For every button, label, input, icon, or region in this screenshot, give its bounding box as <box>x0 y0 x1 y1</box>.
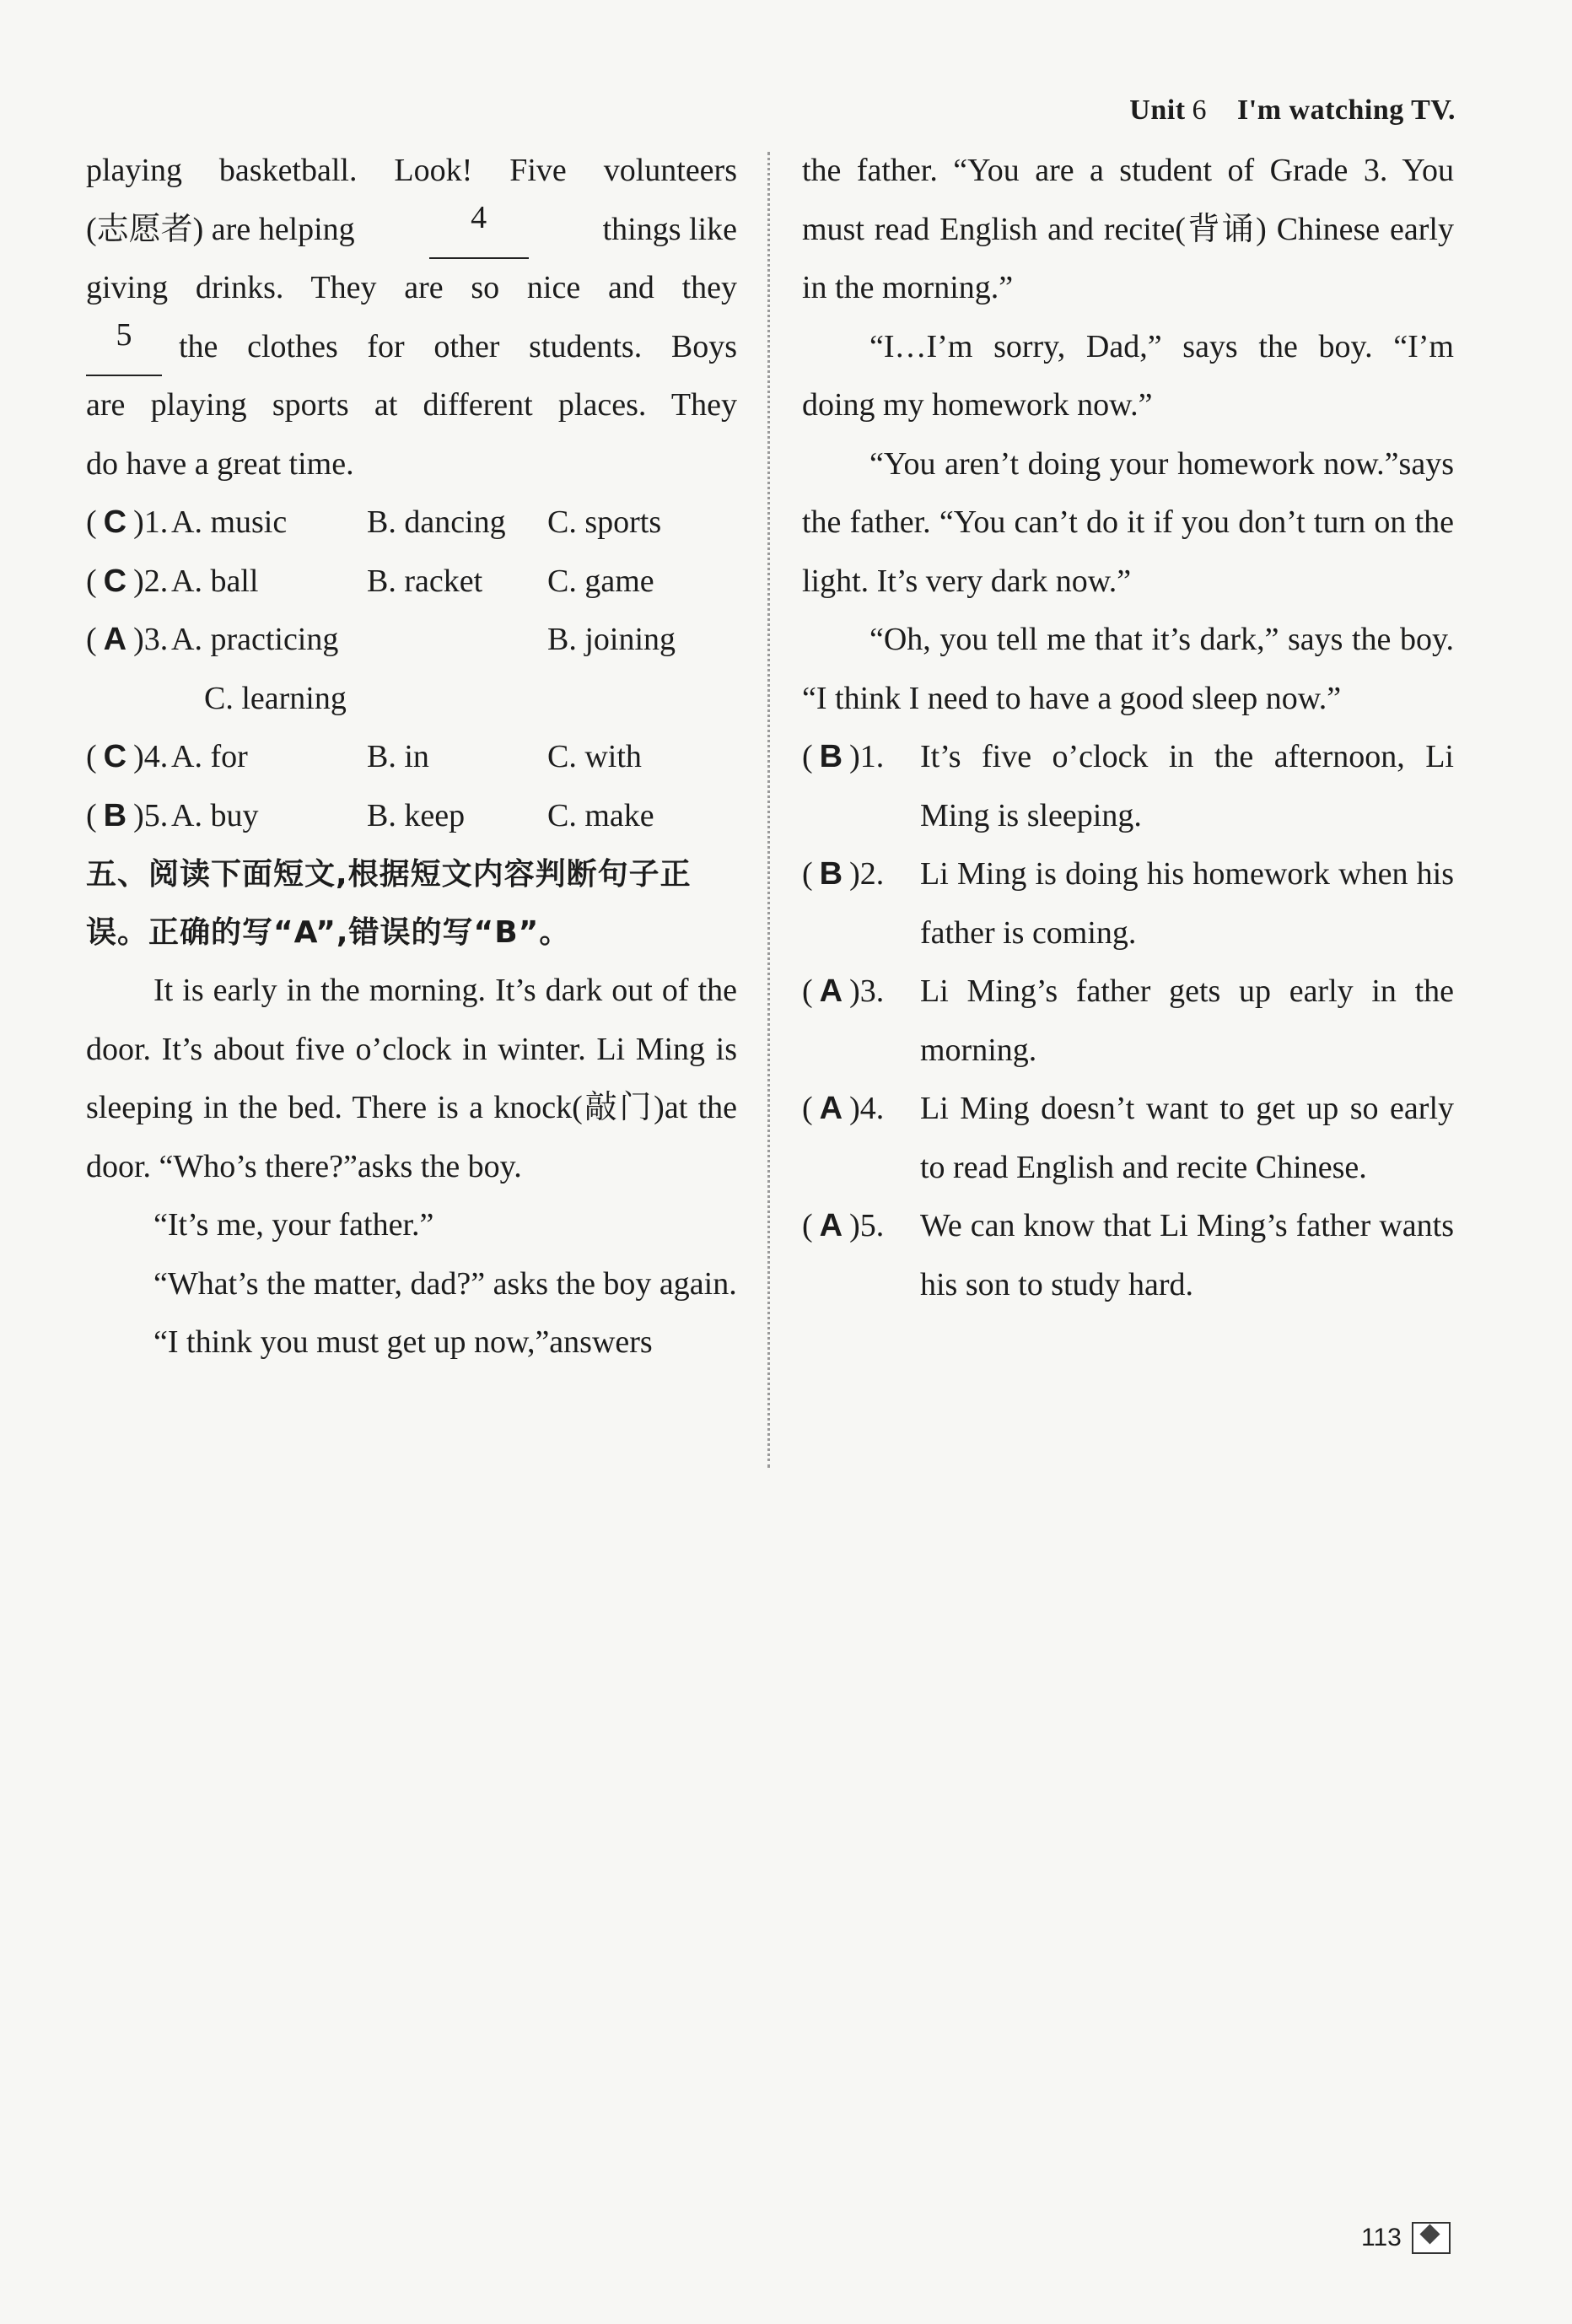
judgement-row <box>802 728 1454 845</box>
passage-line: do have a great time. <box>86 445 354 482</box>
answer: A <box>819 973 843 1009</box>
option-a: A. for <box>171 739 248 774</box>
answer: C <box>103 504 127 540</box>
judgement-text: It’s five o’clock in the afternoon, Li Ming is sleeping. <box>920 739 1454 833</box>
question-row <box>86 787 737 846</box>
story-paragraph: “It’s me, your father.” <box>153 1207 434 1243</box>
passage-line <box>86 201 737 260</box>
judgement-text: Li Ming doesn’t want to get up so early to read English and recite Chinese. <box>920 1091 1454 1185</box>
section-title: 五、阅读下面短文,根据短文内容判断句子正 误。正确的写“A”,错误的写“B”。 <box>86 857 692 950</box>
running-header <box>1129 94 1456 127</box>
answer: B <box>819 856 843 892</box>
answer: A <box>103 622 127 657</box>
story-paragraph: “You aren’t doing your homework now.”says the father. “You can’t do it if you don’t turn on the light. It’s very dark now.” <box>802 445 1454 599</box>
passage-text: things like <box>602 211 737 247</box>
question-row <box>86 493 737 553</box>
question-row <box>86 553 737 612</box>
story-paragraph: “I…I’m sorry, Dad,” says the boy. “I’m doing my homework now.” <box>802 328 1454 423</box>
option-c: C. with <box>547 739 642 774</box>
question-options <box>171 728 737 787</box>
question-options-continued <box>86 670 737 729</box>
page-number: 113 <box>1361 2224 1402 2251</box>
answer-paren: ( B )5. <box>86 797 169 833</box>
left-column <box>86 142 737 1372</box>
story-paragraph: “Oh, you tell me that it’s dark,” says the boy. “I think I need to have a good sleep now.” <box>802 622 1454 716</box>
option-b: B. joining <box>547 622 676 657</box>
diamond-icon <box>1412 2222 1451 2254</box>
blank-5: 5 <box>86 318 162 377</box>
question-options <box>171 553 737 612</box>
column-divider <box>767 152 770 1468</box>
story-paragraph: It is early in the morning. It’s dark out of the door. It’s about five o’clock in winter. Li Ming is sleeping in the bed. There is a knock(敲门)at the door. “Who’s there?”asks the boy. <box>86 973 737 1184</box>
passage-line: playing basketball. Look! Five volunteers <box>86 153 737 188</box>
answer: B <box>103 797 127 833</box>
unit-number: 6 <box>1192 94 1208 126</box>
question-options <box>171 787 737 846</box>
blank-4: 4 <box>429 201 529 260</box>
story-paragraph: “What’s the matter, dad?” asks the boy again. <box>153 1265 737 1302</box>
story-paragraph: the father. “You are a student of Grade 3. You must read English and recite(背诵) Chinese early in the morning.” <box>802 153 1454 305</box>
question-row <box>86 611 737 670</box>
judgement-row <box>802 962 1454 1080</box>
option-b: B. keep <box>367 797 466 833</box>
answer: B <box>819 739 843 774</box>
question-row <box>86 728 737 787</box>
judgement-text: Li Ming’s father gets up early in the morning. <box>920 973 1454 1068</box>
question-options <box>171 493 737 553</box>
option-c: C. game <box>547 563 654 599</box>
passage-line <box>86 318 737 377</box>
question-options <box>171 611 737 670</box>
passage-line: giving drinks. They are so nice and they <box>86 270 737 305</box>
unit-title: I'm watching TV. <box>1237 94 1456 126</box>
answer: A <box>819 1208 843 1243</box>
option-b: B. in <box>367 739 429 774</box>
option-b: B. racket <box>367 563 483 599</box>
option-a: A. music <box>171 504 288 540</box>
answer: A <box>819 1091 843 1126</box>
option-c: C. learning <box>204 680 347 716</box>
answer-paren: ( C )4. <box>86 739 169 774</box>
answer-paren: ( C )1. <box>86 504 169 540</box>
option-a: A. ball <box>171 563 259 599</box>
option-b: B. dancing <box>367 504 506 540</box>
answer-paren: ( A )5. <box>802 1208 885 1243</box>
answer-paren: ( C )2. <box>86 563 169 599</box>
judgement-row <box>802 1080 1454 1197</box>
option-a: A. buy <box>171 797 259 833</box>
story-paragraph: “I think you must get up now,”answers <box>153 1324 653 1360</box>
judgement-text: Li Ming is doing his homework when his father is coming. <box>920 856 1454 951</box>
option-a: A. practicing <box>171 622 339 657</box>
answer-paren: ( A )3. <box>802 973 885 1009</box>
passage-line: are playing sports at different places. They <box>86 387 737 423</box>
answer: C <box>103 739 127 774</box>
right-column <box>802 142 1454 1314</box>
page-footer <box>1361 2222 1451 2254</box>
option-c: C. make <box>547 797 654 833</box>
answer: C <box>103 563 127 599</box>
judgement-text: We can know that Li Ming’s father wants his son to study hard. <box>920 1208 1454 1302</box>
passage-text: (志愿者) are helping <box>86 211 355 247</box>
option-c: C. sports <box>547 504 662 540</box>
answer-paren: ( B )1. <box>802 739 885 774</box>
answer-paren: ( B )2. <box>802 856 885 892</box>
unit-label: Unit <box>1129 94 1186 126</box>
judgement-row <box>802 1197 1454 1314</box>
answer-paren: ( A )4. <box>802 1091 885 1126</box>
judgement-row <box>802 845 1454 962</box>
passage-text: the clothes for other students. Boys <box>179 328 737 364</box>
answer-paren: ( A )3. <box>86 622 169 657</box>
